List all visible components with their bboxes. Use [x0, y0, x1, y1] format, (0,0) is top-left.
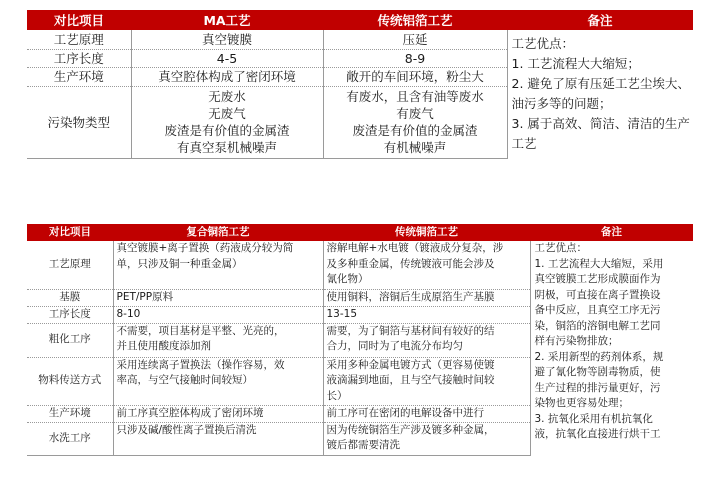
cell-line: 液滴漏到地面，且与空气接触时间较: [326, 374, 495, 386]
row-label: 工艺原理: [27, 30, 131, 49]
cell-line: 有真空泵机械噪声: [176, 140, 277, 155]
cell-line: 因为传统铜箔生产涉及镀多种金属，: [326, 423, 495, 436]
traditional-cell: [323, 241, 530, 289]
cell-line: 无废水: [208, 89, 246, 104]
table2-note-cell: [530, 241, 693, 455]
traditional-cell: 敞开的车间环境，粉尘大: [323, 67, 507, 86]
traditional-cell: [323, 86, 507, 158]
traditional-cell: [323, 422, 530, 455]
row-label: 水洗工序: [27, 422, 113, 455]
note-line: 液，抗氧化直接进行烘干工: [534, 428, 661, 440]
cell-line: 并且使用酸度添加剂: [116, 340, 211, 352]
cell-line: 采用多种金属电镀方式（更容易使镀: [326, 358, 495, 371]
composite-cell: 前工序真空腔体构成了密闭环境: [113, 405, 323, 422]
composite-cell: 8-10: [113, 306, 323, 323]
traditional-cell: 压延: [323, 30, 507, 49]
cell-line: 率高，与空气接触时间较短）: [116, 374, 253, 386]
note-line: 样有污染物排放；: [534, 335, 619, 347]
cell-line: 有废水，且含有油等废水: [346, 89, 484, 104]
note-line: 3. 属于高效、简洁、清洁的生产工艺: [511, 116, 690, 151]
table1-header-traditional: 传统铝箔工艺: [323, 10, 507, 30]
row-label: 生产环境: [27, 67, 131, 86]
table1-header-item: 对比项目: [27, 10, 131, 30]
cell-line: 采用连续离子置换法（操作容易，效: [116, 358, 285, 371]
row-label: 污染物类型: [27, 86, 131, 158]
composite-cell: [113, 241, 323, 289]
note-line: 1. 工艺流程大大缩短，采用: [534, 257, 664, 270]
table-row: [27, 241, 693, 289]
note-line: 工艺优点：: [511, 36, 575, 51]
composite-cell: [113, 323, 323, 357]
table-row: [27, 30, 693, 49]
note-line: 真空镀膜工艺形成膜面作为: [534, 273, 661, 285]
cell-line: 镀后都需要清洗: [326, 439, 400, 451]
cell-line: 不需要，项目基材是平整、光亮的，: [116, 324, 285, 337]
cell-line: 单，只涉及铜一种重金属）: [116, 257, 243, 270]
table1-note-cell: [507, 30, 693, 158]
note-line: 阴极，可直接在离子置换设: [534, 288, 661, 301]
table2-header-row: [27, 224, 693, 241]
ma-vs-aluminum-foil-table: [27, 10, 693, 159]
cell-line: 有机械噪声: [383, 140, 447, 155]
traditional-cell: 前工序可在密闭的电解设备中进行: [323, 405, 530, 422]
table2-header-note: 备注: [530, 224, 693, 241]
cell-line: 长）: [326, 389, 348, 402]
ma-cell: 真空腔体构成了密闭环境: [131, 67, 323, 86]
note-line: 工艺优点：: [534, 242, 587, 254]
composite-vs-copper-foil-table: [27, 224, 693, 456]
table2-header-item: 对比项目: [27, 224, 113, 241]
cell-line: 合力，同时为了电流分布均匀: [326, 340, 463, 352]
composite-cell: 只涉及碱/酸性离子置换后清洗: [113, 422, 323, 455]
ma-cell: 真空镀膜: [131, 30, 323, 49]
note-line: 1. 工艺流程大大缩短；: [511, 56, 640, 71]
cell-line: 真空镀膜+离子置换（药液成分较为简: [116, 242, 294, 254]
traditional-cell: 13-15: [323, 306, 530, 323]
cell-line: 需要，为了铜箔与基材间有较好的结: [326, 324, 495, 337]
row-label: 粗化工序: [27, 323, 113, 357]
note-line: 2. 避免了原有压延工艺尘埃大、油污多等的问题；: [511, 76, 690, 111]
cell-line: 有废气: [396, 106, 434, 121]
traditional-cell: 8-9: [323, 49, 507, 67]
traditional-cell: [323, 357, 530, 405]
cell-line: 及多种重金属，传统镀液可能会涉及: [326, 257, 495, 270]
cell-line: 废渣是有价值的金属渣: [352, 123, 478, 138]
cell-line: 溶解电解+水电镀（镀液成分复杂，涉: [326, 242, 504, 254]
table1-header-row: [27, 10, 693, 30]
traditional-cell: [323, 323, 530, 357]
row-label: 生产环境: [27, 405, 113, 422]
table1-header-ma: MA工艺: [131, 10, 323, 30]
table2-header-traditional: 传统铜箔工艺: [323, 224, 530, 241]
table2-header-composite: 复合铜箔工艺: [113, 224, 323, 241]
traditional-cell: 使用铜料，溶铜后生成原箔生产基膜: [323, 289, 530, 306]
row-label: 物料传送方式: [27, 357, 113, 405]
row-label: 基膜: [27, 289, 113, 306]
note-line: 染物也更容易处理；: [534, 397, 629, 409]
ma-cell: 4-5: [131, 49, 323, 67]
table1-header-note: 备注: [507, 10, 693, 30]
composite-cell: [113, 357, 323, 405]
note-line: 3. 抗氧化采用有机抗氧化: [534, 412, 653, 425]
row-label: 工艺原理: [27, 241, 113, 289]
cell-line: 无废气: [208, 106, 246, 121]
row-label: 工序长度: [27, 306, 113, 323]
ma-cell: [131, 86, 323, 158]
row-label: 工序长度: [27, 49, 131, 67]
note-line: 生产过程的排污量更好，污: [534, 381, 661, 394]
note-line: 避了氰化物等剧毒物质，使: [534, 366, 661, 378]
note-line: 备中反应，且真空工序无污: [534, 304, 661, 316]
note-line: 染，铜箔的溶铜电解工艺同: [534, 319, 661, 332]
cell-line: 废渣是有价值的金属渣: [164, 123, 290, 138]
composite-cell: PET/PP原料: [113, 289, 323, 306]
note-line: 2. 采用新型的药剂体系，规: [534, 350, 664, 363]
cell-line: 氰化物）: [326, 273, 369, 285]
